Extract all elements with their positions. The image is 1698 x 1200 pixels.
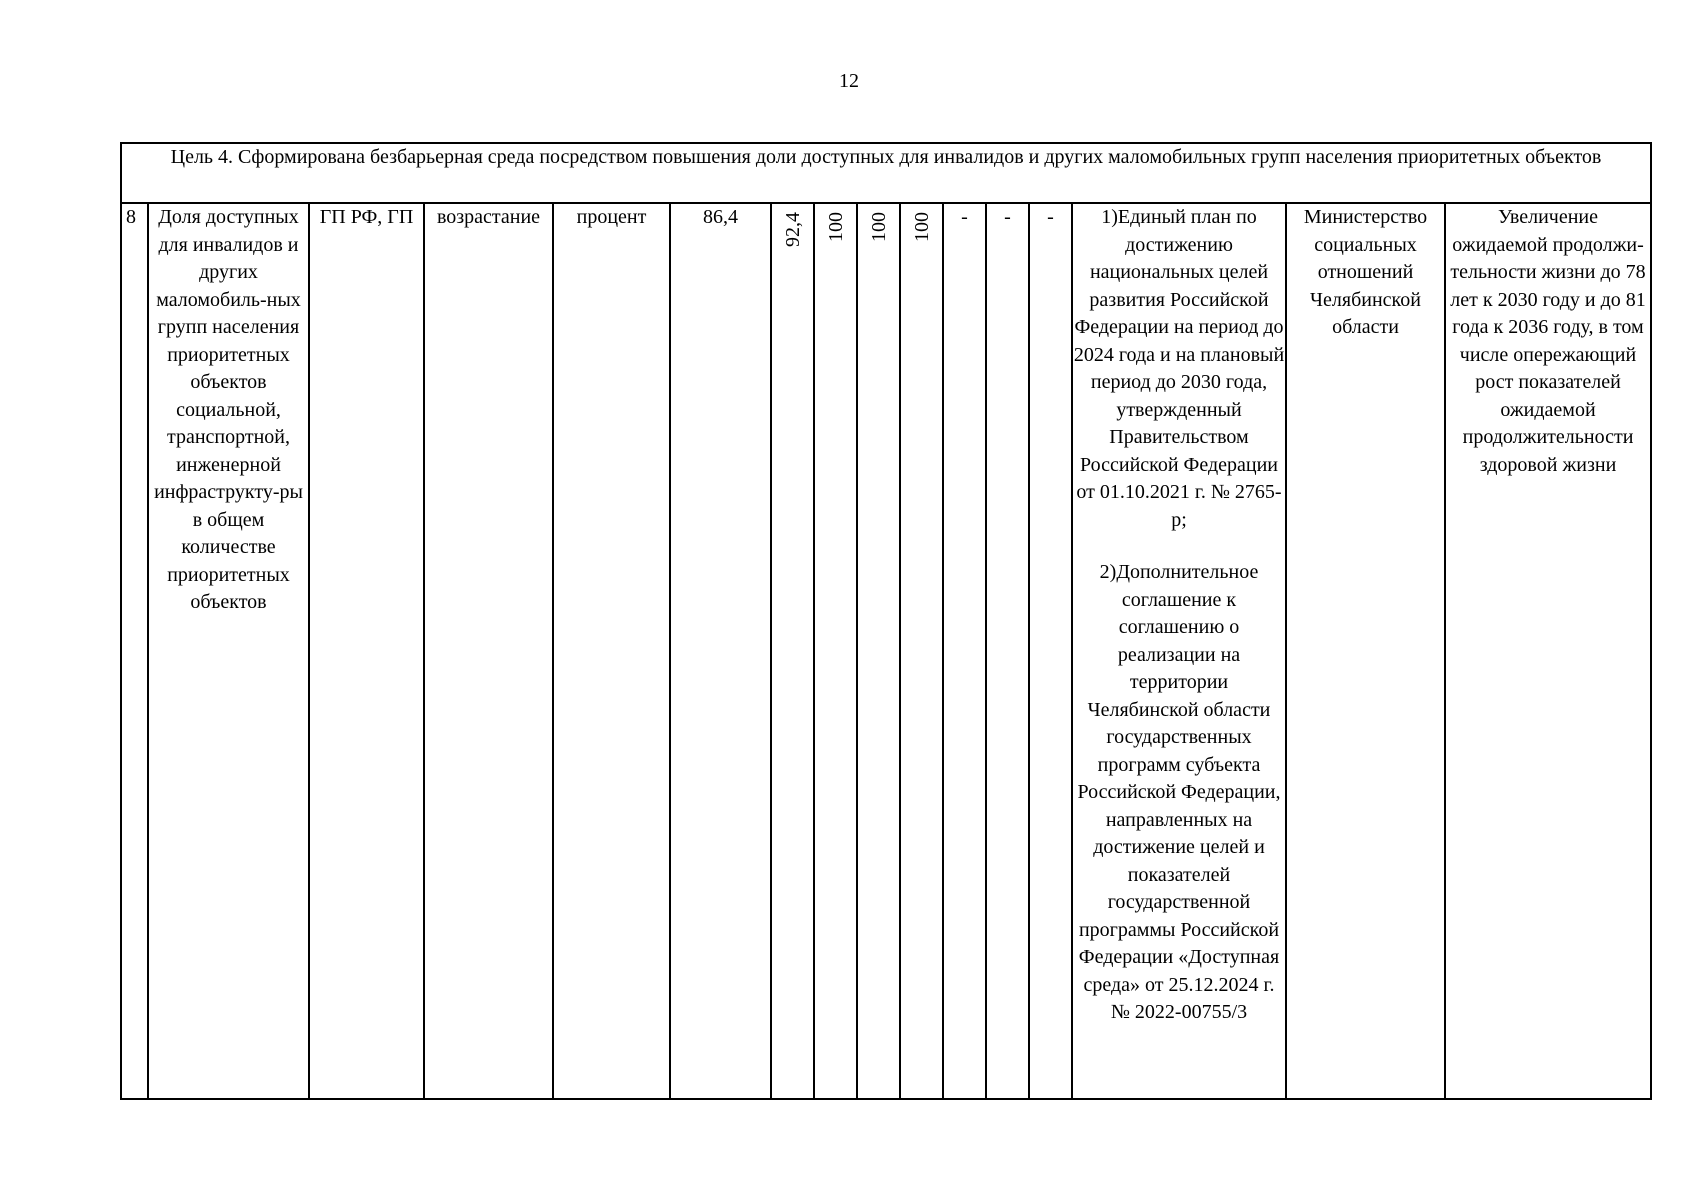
national-goal-cell: Увеличение ожидаемой продолжи-тельности жизни до 78 лет к 2030 году и до 81 года к 2036 году, в том числе опережающий рост показателей ожидаемой продолжительности здоровой жизни bbox=[1445, 203, 1651, 1099]
table-row bbox=[121, 203, 1651, 1099]
value-text: 92,4 bbox=[781, 212, 804, 247]
base-value-cell: 86,4 bbox=[670, 203, 771, 1099]
value-cell bbox=[857, 203, 900, 1099]
value-text: 100 bbox=[867, 212, 890, 242]
responsible-cell: Министерство социальных отношений Челябинской области bbox=[1286, 203, 1445, 1099]
document-spacer bbox=[1073, 534, 1285, 559]
trend-cell: возрастание bbox=[424, 203, 553, 1099]
dash-cell: - bbox=[1029, 203, 1072, 1099]
document-item: 2)Дополнительное соглашение к соглашению о реализации на территории Челябинской области государственных программ субъекта Российской Федерации, направленных на достижение целей и показателей государственной программы Российской Федерации «Доступная среда» от 25.12.2024 г. № 2022-00755/3 bbox=[1077, 561, 1281, 1023]
value-text: 100 bbox=[824, 212, 847, 242]
dash-cell: - bbox=[943, 203, 986, 1099]
value-text: 100 bbox=[910, 212, 933, 242]
goal-heading: Цель 4. Сформирована безбарьерная среда посредством повышения доли доступных для инвалидов и других маломобильных групп населения приоритетных объектов bbox=[121, 143, 1651, 203]
documents-cell bbox=[1072, 203, 1286, 1099]
page-number: 12 bbox=[839, 70, 859, 92]
indicator-name: Доля доступных для инвалидов и других маломобиль-ных групп населения приоритетных объектов социальной, транспортной, инженерной инфраструкту-ры в общем количестве приоритетных объектов bbox=[148, 203, 309, 1099]
document-item: 1)Единый план по достижению национальных целей развития Российской Федерации на период до 2024 года и на плановый период до 2030 года, утвержденный Правительством Российской Федерации от 01.10.2021 г. № 2765-р; bbox=[1073, 206, 1285, 531]
goal-row bbox=[121, 143, 1651, 203]
value-cell bbox=[814, 203, 857, 1099]
indicator-level: ГП РФ, ГП bbox=[309, 203, 424, 1099]
value-cell bbox=[771, 203, 814, 1099]
dash-cell: - bbox=[986, 203, 1029, 1099]
unit-cell: процент bbox=[553, 203, 670, 1099]
indicators-table bbox=[120, 142, 1652, 1100]
row-number: 8 bbox=[121, 203, 148, 1099]
value-cell bbox=[900, 203, 943, 1099]
